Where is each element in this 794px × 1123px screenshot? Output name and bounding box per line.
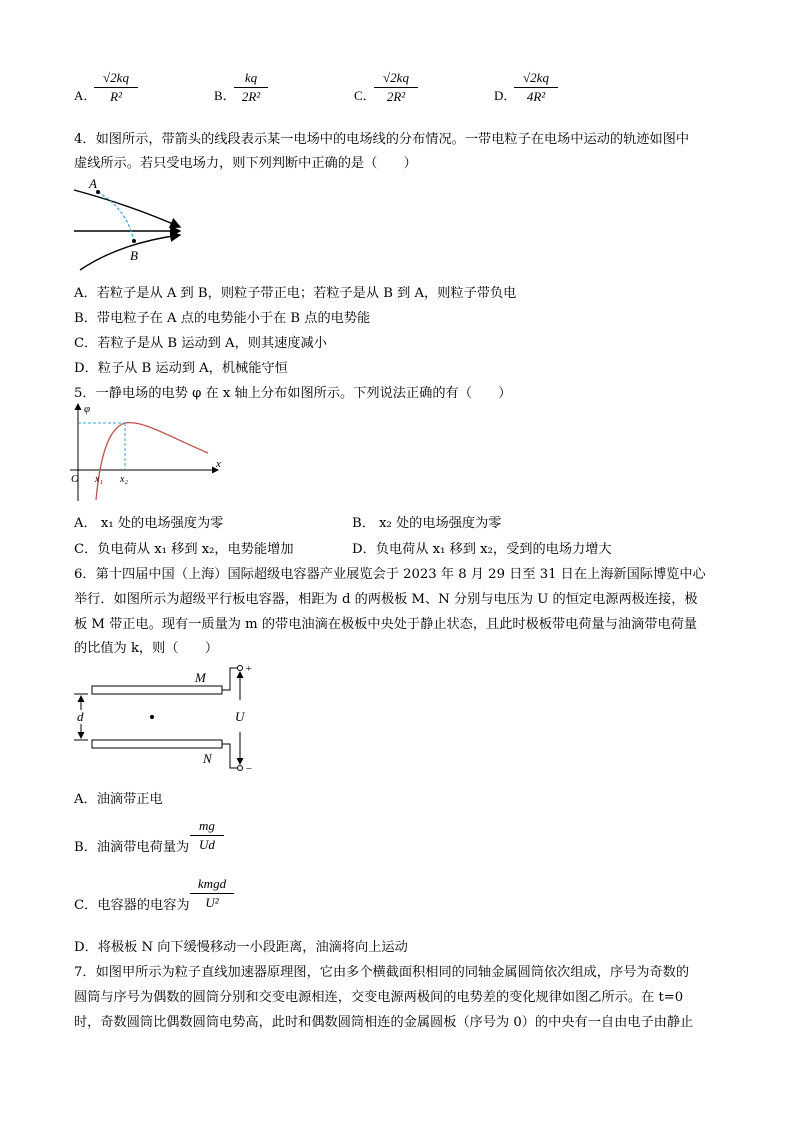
oil-drop [150, 715, 154, 719]
q4-option-d: D．粒子从 B 运动到 A，机械能守恒 [74, 361, 288, 376]
q6-stem-line-4: 的比值为 k，则（ ） [74, 641, 219, 656]
point-b [132, 239, 136, 243]
label-x1: x₁ [95, 474, 103, 485]
label-x: x [216, 458, 221, 470]
q6-option-c-fraction: kmgd U² [190, 876, 234, 911]
label-plus: + [245, 663, 253, 675]
q6-option-b-text: B．油滴带电荷量为 [74, 840, 190, 855]
q6-option-c-text: C．电容器的电容为 [74, 898, 190, 913]
q4-option-b: B．带电粒子在 A 点的电势能小于在 B 点的电势能 [74, 311, 371, 326]
q3-option-c-fraction: √2kq 2R² [374, 70, 418, 105]
q4-stem-line-2: 虚线所示。若只受电场力，则下列判断中正确的是（ ） [74, 156, 417, 171]
q5-stem: 5．一静电场的电势 φ 在 x 轴上分布如图所示。下列说法正确的有（ ） [74, 386, 512, 401]
q6-stem-line-2: 举行．如图所示为超级平行板电容器，相距为 d 的两极板 M、N 分别与电压为 U 的恒定电源两极连接，极 [74, 592, 698, 607]
q6-capacitor-figure [70, 660, 270, 780]
label-x2: x₂ [120, 474, 128, 485]
q5-potential-graph [68, 398, 228, 503]
label-origin: O [71, 473, 79, 485]
label-a: A [89, 176, 97, 191]
particle-trajectory [98, 192, 134, 242]
q3-option-b-letter: B． [214, 88, 236, 103]
q6-option-d: D．将极板 N 向下缓慢移动一小段距离，油滴将向上运动 [74, 940, 408, 955]
q6-stem-line-3: 板 M 带正电。现有一质量为 m 的带电油滴在极板中央处于静止状态，且此时极板带电荷量与油滴带电荷量 [74, 617, 698, 632]
q5-option-c: C．负电荷从 x₁ 移到 x₂，电势能增加 [74, 542, 294, 557]
label-m: M [195, 670, 206, 685]
q7-line-1: 7．如图甲所示为粒子直线加速器原理图，它由多个横截面积相同的同轴金属圆筒依次组成，序号为奇数的 [74, 965, 690, 980]
label-minus: − [245, 763, 253, 775]
q6-option-a: A．油滴带正电 [74, 792, 163, 807]
q6-stem-line-1: 6．第十四届中国（上海）国际超级电容器产业展览会于 2023 年 8 月 29 日至 31 日在上海新国际博览中心 [74, 567, 706, 582]
q4-stem-line-1: 4．如图所示，带箭头的线段表示某一电场中的电场线的分布情况。一带电粒子在电场中运动的轨迹如图中 [74, 132, 690, 147]
terminal-minus [238, 766, 243, 771]
q7-line-3: 时，奇数圆筒比偶数圆筒电势高，此时和偶数圆筒相连的金属圆板（序号为 0）的中央有一自由电子由静止 [74, 1015, 694, 1030]
wire-top [222, 668, 238, 690]
q3-option-c-letter: C． [354, 88, 376, 103]
q7-line-2: 圆筒与序号为偶数的圆筒分别和交变电源相连，交变电源两极间的电势差的变化规律如图乙所示。在 t=0 [74, 990, 684, 1005]
q4-electric-field-figure [70, 175, 190, 275]
q6-option-b-fraction: mg Ud [190, 818, 224, 853]
plate-n [92, 740, 222, 748]
q3-option-a-letter: A． [74, 88, 97, 103]
label-b: B [130, 248, 138, 263]
q3-option-d-fraction: √2kq 4R² [514, 70, 558, 105]
q4-option-a: A．若粒子是从 A 到 B，则粒子带正电；若粒子是从 B 到 A，则粒子带负电 [74, 286, 517, 301]
label-d: d [77, 709, 84, 724]
q5-option-d: D．负电荷从 x₁ 移到 x₂，受到的电场力增大 [352, 542, 612, 557]
potential-curve [96, 423, 208, 500]
q3-option-d-letter: D． [494, 88, 517, 103]
q5-option-a: A． x₁ 处的电场强度为零 [74, 516, 224, 531]
plate-m [92, 686, 222, 694]
label-u: U [235, 709, 245, 724]
q5-option-b: B． x₂ 处的电场强度为零 [352, 516, 502, 531]
q3-option-b-fraction: kq 2R² [234, 70, 268, 105]
q3-option-a-fraction: √2kq R² [94, 70, 138, 105]
wire-bottom [222, 744, 238, 768]
q4-option-c: C．若粒子是从 B 运动到 A，则其速度减小 [74, 336, 327, 351]
label-n: N [203, 751, 212, 766]
terminal-plus [238, 666, 243, 671]
label-phi: φ [84, 403, 91, 415]
